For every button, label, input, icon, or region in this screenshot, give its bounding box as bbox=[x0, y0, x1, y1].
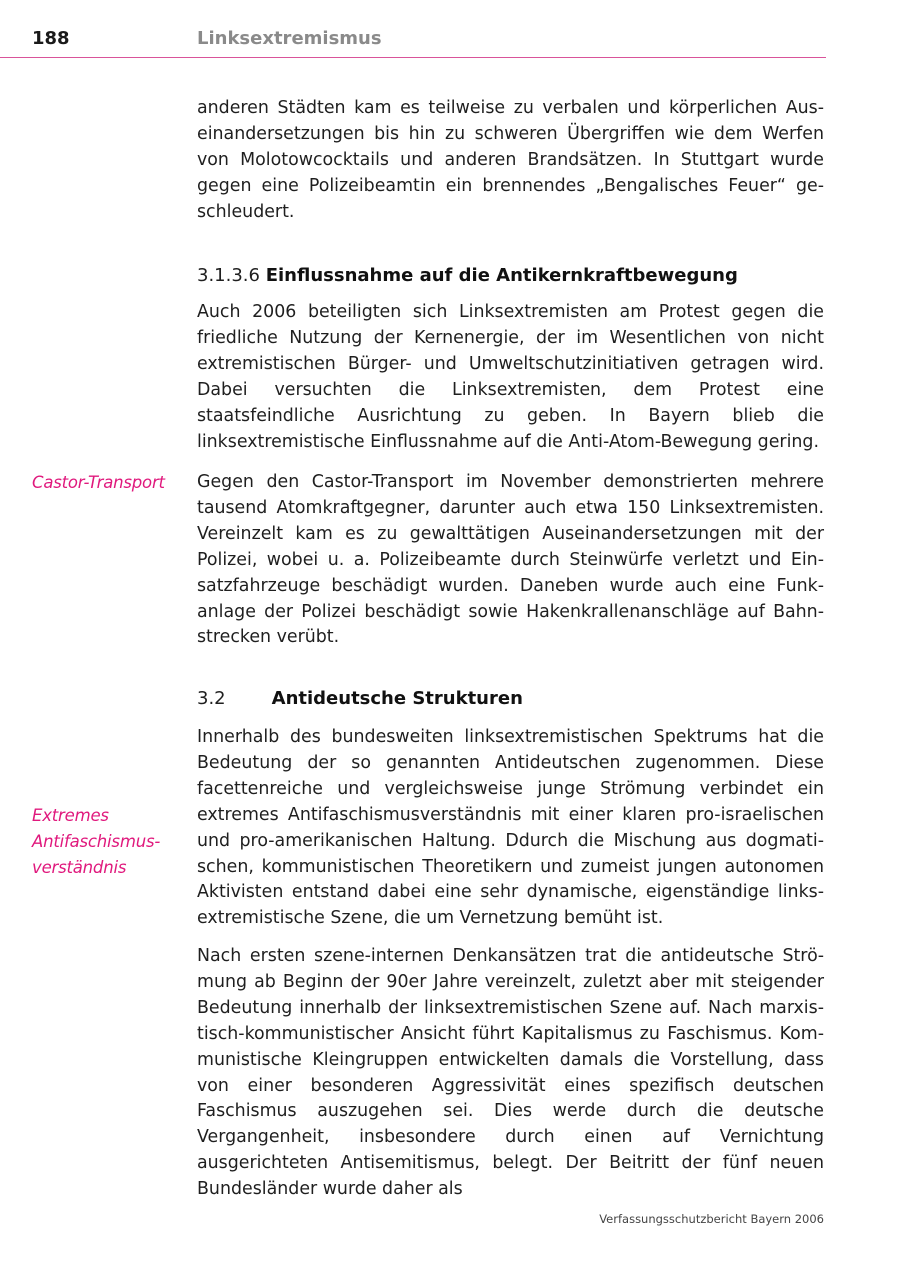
section-number: 3.1.3.6 bbox=[197, 265, 260, 286]
section-title: Einflussnahme auf die Antikernkraftbewegung bbox=[265, 265, 738, 286]
margin-note-line: Extremes bbox=[32, 806, 109, 825]
paragraph-4: Innerhalb des bundesweiten linksextremistischen Spektrums hat die Bedeutung der so genannten Antideutschen zugenommen. Diese facettenreiche und vergleichsweise junge Strömung verbindet ein extremes Antifaschismusverständnis mit einer klaren pro-israelischen und pro-amerikanischen Haltung. Ddurch die Mischung aus dogmatischen, kommunistischen Theoretikern und zumeist jungen autonomen Aktivisten entstand dabei eine sehr dynamische, eigenständige linksextremistische Szene, die um Vernetzung bemüht ist. bbox=[197, 727, 824, 929]
paragraph-5: Nach ersten szene-internen Denkansätzen trat die antideutsche Strömung ab Beginn der 90er Jahre vereinzelt, zuletzt aber mit steigender Bedeutung innerhalb der linksextremistischen Szene auf. Nach marxistisch-kommunistischer Ansicht führt Kapitalismus zu Faschismus. Kommunistische Kleingruppen entwickelten damals die Vorstellung, dass von einer besonderen Aggressivität eines spezifisch deutschen Faschismus auszugehen sei. Dies werde durch die deutsche Vergangenheit, insbesondere durch einen auf Vernichtung ausgerichteten Antisemitismus, belegt. Der Beitritt der fünf neuen Bundesländer wurde daher als bbox=[197, 946, 824, 1200]
section-number: 3.2 bbox=[197, 688, 226, 709]
page-header bbox=[0, 0, 826, 58]
margin-note-castor-transport: Castor-Transport bbox=[32, 473, 165, 492]
section-heading-3-1-3-6 bbox=[197, 264, 824, 288]
paragraph-1: anderen Städten kam es teilweise zu verbalen und körperlichen Auseinandersetzungen bis hin zu schweren Übergriffen wie dem Werfen von Molotowcocktails und anderen Brandsätzen. In Stuttgart wurde gegen eine Polizeibeamtin ein brennendes „Bengalisches Feuer“ geschleudert. bbox=[197, 98, 824, 222]
margin-note-line: Antifaschismus- bbox=[32, 831, 161, 851]
margin-note-line: verständnis bbox=[32, 857, 127, 877]
running-head: Linksextremismus bbox=[197, 28, 382, 49]
page-number: 188 bbox=[32, 28, 70, 49]
margin-note-antifaschismus bbox=[32, 803, 182, 881]
section-heading-3-2 bbox=[197, 687, 824, 711]
paragraph-3: Gegen den Castor-Transport im November demonstrierten mehrere tausend Atomkraftgegner, darunter auch etwa 150 Linksextremisten. Vereinzelt kam es zu gewalttätigen Auseinandersetzungen mit der Polizei, wobei u. a. Polizeibeamte durch Steinwürfe verletzt und Einsatzfahrzeuge beschädigt wurden. Daneben wurde auch eine Funkanlage der Polizei beschädigt sowie Hakenkrallenanschläge auf Bahnstrecken verübt. bbox=[197, 472, 824, 648]
paragraph-2: Auch 2006 beteiligten sich Linksextremisten am Protest gegen die friedliche Nutzung der Kernenergie, der im Wesentlichen von nicht extremistischen Bürger- und Umweltschutzinitiativen getragen wird. Dabei versuchten die Linksextremisten, dem Protest eine staatsfeindliche Ausrichtung zu geben. In Bayern blieb die linksextremistische Einflussnahme auf die Anti-Atom-Bewegung gering. bbox=[197, 302, 824, 452]
page-footer: Verfassungsschutzbericht Bayern 2006 bbox=[599, 1212, 824, 1226]
section-title: Antideutsche Strukturen bbox=[271, 688, 523, 709]
